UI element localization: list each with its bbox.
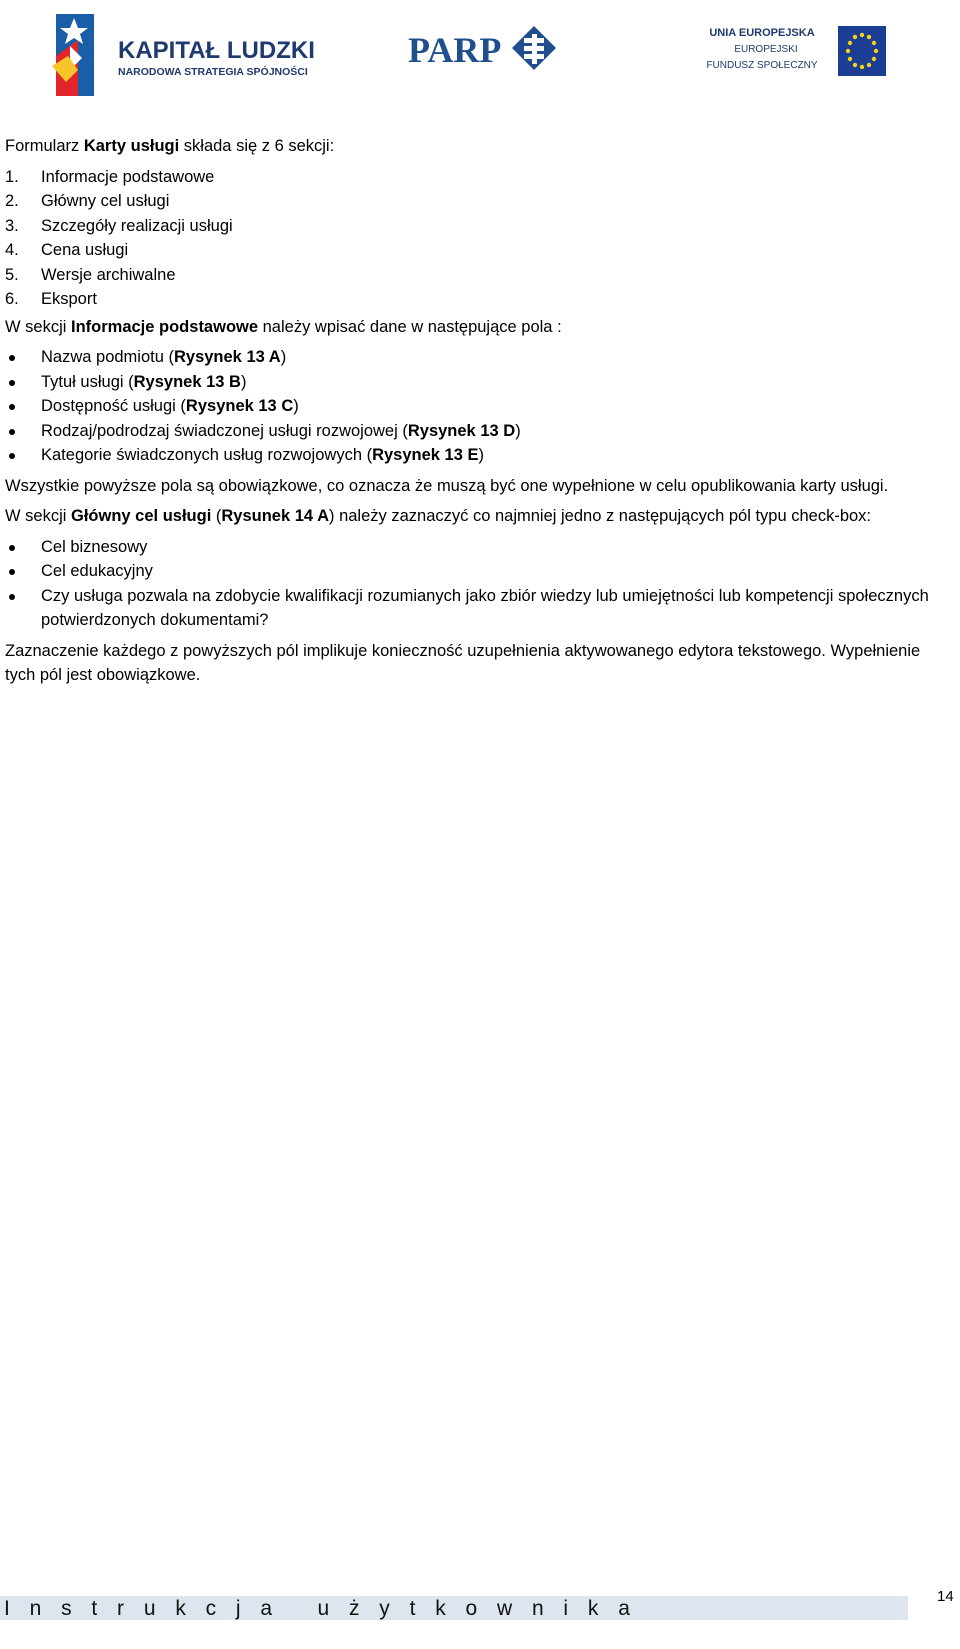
info-fields-list [5,345,941,468]
list-item: 6. Eksport [5,290,97,308]
list-item: Czy usługa pozwala na zdobycie kwalifikacji rozumianych jako zbiór wiedzy lub umiejętności lub kompetencji społecznych potwierdzonych dokumentami? [5,584,941,633]
list-item: 2. Główny cel usługi [5,192,170,210]
list-item: Dostępność usługi (Rysynek 13 C) [5,394,941,419]
parp-logo [408,20,558,80]
intro-paragraph: Formularz Karty usługi składa się z 6 sekcji: [5,137,335,155]
eu-logo [688,22,888,84]
list-item: 5. Wersje archiwalne [5,265,176,284]
header-logos [0,0,960,110]
list-item: Tytuł usługi (Rysynek 13 B) [5,370,941,395]
list-item: Cel biznesowy [5,535,941,560]
svg-text:UNIA EUROPEJSKA: UNIA EUROPEJSKA [709,27,815,39]
svg-text:FUNDUSZ SPOŁECZNY: FUNDUSZ SPOŁECZNY [706,60,818,71]
svg-text:KAPITAŁ LUDZKI: KAPITAŁ LUDZKI [118,37,315,64]
final-paragraph: Zaznaczenie każdego z powyższych pól implikuje konieczność uzupełnienia aktywowanego edytora tekstowego. Wypełnienie tych pól jest obowiązkowe. [5,641,921,684]
list-item: Cel edukacyjny [5,559,941,584]
footer-title: Instrukcja użytkownika [4,1597,650,1620]
goal-paragraph: W sekcji Główny cel usługi (Rysunek 14 A) należy zaznaczyć co najmniej jedno z następujących pól typu check-box: [5,507,872,525]
sections-list [5,165,941,312]
svg-text:EUROPEJSKI: EUROPEJSKI [734,44,798,55]
list-item: Rodzaj/podrodzaj świadczonej usługi rozwojowej (Rysynek 13 D) [5,419,941,444]
svg-text:NARODOWA STRATEGIA SPÓJNOŚCI: NARODOWA STRATEGIA SPÓJNOŚCI [118,66,308,78]
list-item: 4. Cena usługi [5,241,129,259]
document-body [5,134,941,688]
list-item: Nazwa podmiotu (Rysynek 13 A) [5,345,941,370]
required-paragraph: Wszystkie powyższe pola są obowiązkowe, co oznacza że muszą być one wypełnione w celu opublikowania karty usługi. [5,476,889,495]
svg-text:PARP: PARP [408,30,502,70]
info-paragraph: W sekcji Informacje podstawowe należy wpisać dane w następujące pola : [5,317,562,336]
kapital-ludzki-logo [48,10,318,100]
goal-fields-list [5,535,941,633]
list-item: Kategorie świadczonych usług rozwojowych (Rysynek 13 E) [5,443,941,468]
list-item: 1. Informacje podstawowe [5,167,215,186]
page-number: 14 [937,1588,954,1605]
list-item: 3. Szczegóły realizacji usługi [5,216,233,235]
